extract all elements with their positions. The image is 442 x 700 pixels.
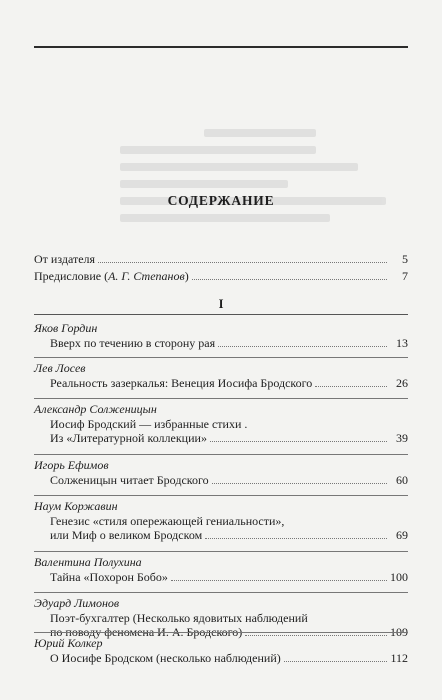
section-divider [34,314,408,315]
toc-author: Александр Солженицын [34,402,157,416]
entry-separator [34,632,408,633]
bleed-through-text [120,120,400,260]
toc-entry[interactable] [50,570,408,585]
toc-author: Лев Лосев [34,361,86,375]
leader-dots [210,431,387,442]
toc-title: Генезис «стиля опережающей гениальности», [50,514,285,528]
entry-separator [34,592,408,593]
toc-author: Валентина Полухина [34,555,142,569]
leader-dots [212,473,387,484]
toc-entry[interactable] [50,651,408,666]
toc-page: 7 [402,269,408,283]
toc-title: Из «Литературной коллекции» [50,431,207,445]
leader-dots [98,252,387,263]
entry-separator [34,398,408,399]
toc-page: 100 [390,570,408,584]
toc-page: 112 [390,651,408,665]
leader-dots [192,269,387,280]
toc-title: О Иосифе Бродском (несколько наблюдений) [50,651,281,665]
toc-page: 39 [396,431,408,445]
page-title: СОДЕРЖАНИЕ [167,193,275,208]
toc-entry[interactable] [50,431,408,446]
toc-author: Юрий Колкер [34,636,103,650]
entry-separator [34,454,408,455]
toc-entry-publisher[interactable] [34,252,408,267]
leader-dots [245,625,387,636]
toc-author: Яков Гордин [34,321,98,335]
leader-dots [205,528,387,539]
toc-entry[interactable] [50,473,408,488]
toc-page: 5 [402,252,408,266]
toc-page: 13 [396,336,408,350]
toc-title: Вверх по течению в сторону рая [50,336,216,350]
toc-page: 26 [396,376,408,390]
toc-page: 109 [390,625,408,639]
section-numeral: I [218,297,224,311]
toc-entry[interactable] [50,514,408,529]
leader-dots [171,570,387,581]
toc-entry[interactable] [50,528,408,543]
entry-separator [34,357,408,358]
top-rule [34,46,408,48]
toc-title: Тайна «Похорон Бобо» [50,570,168,584]
toc-author: Эдуард Лимонов [34,596,120,610]
leader-dots [284,651,387,662]
toc-title: по поводу феномена И. А. Бродского) [50,625,243,639]
toc-title: Солженицын читает Бродского [50,473,209,487]
entry-separator [34,495,408,496]
toc-author: Игорь Ефимов [34,458,109,472]
toc-title: или Миф о великом Бродском [50,528,203,542]
leader-dots [218,336,387,347]
toc-title: Предисловие (А. Г. Степанов) [34,269,189,283]
toc-page: 69 [396,528,408,542]
toc-entry-preface[interactable] [34,269,408,284]
toc-entry[interactable] [50,417,408,432]
toc-title: Реальность зазеркалья: Венеция Иосифа Бродского [50,376,313,390]
toc-entry[interactable] [50,611,408,626]
toc-title: Поэт-бухгалтер (Несколько ядовитых наблюдений [50,611,308,625]
entry-separator [34,551,408,552]
toc-entry[interactable] [50,336,408,351]
toc-author: Наум Коржавин [34,499,118,513]
toc-page: 60 [396,473,408,487]
toc-entry[interactable] [50,376,408,391]
toc-title: От издателя [34,252,96,266]
toc-title: Иосиф Бродский — избранные стихи . [50,417,248,431]
leader-dots [315,376,387,387]
